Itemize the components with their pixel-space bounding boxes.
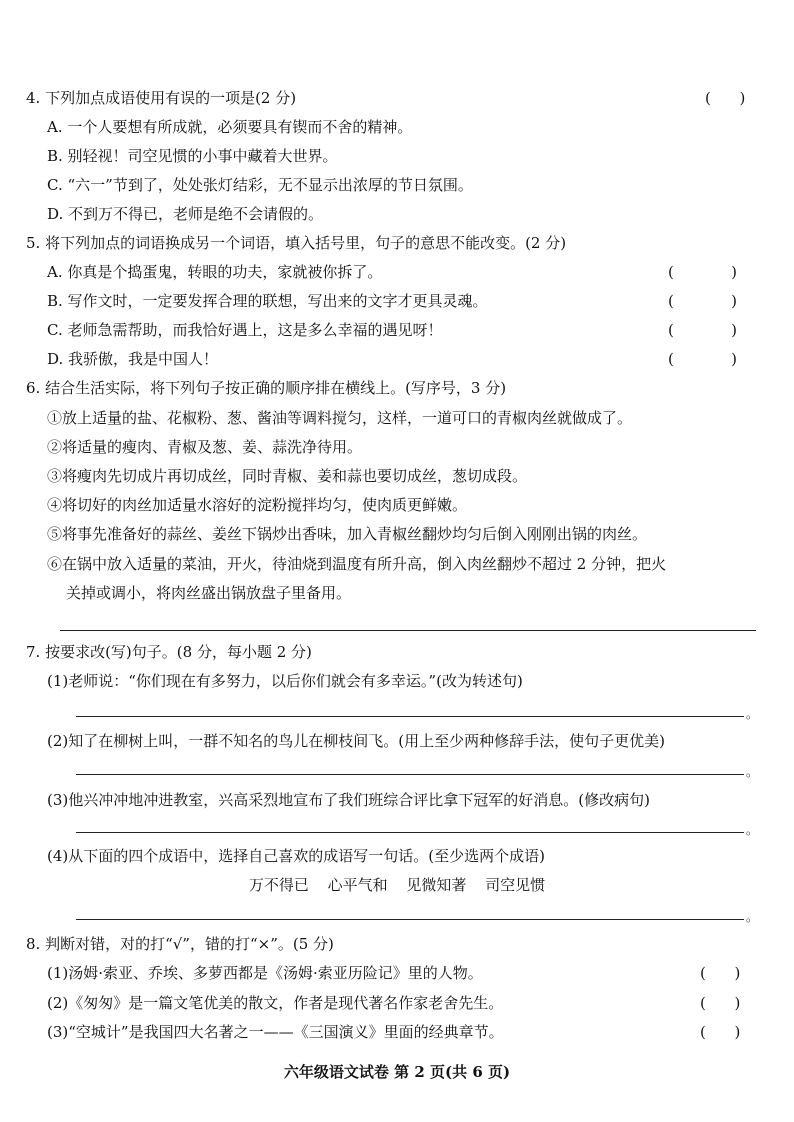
q5-paren-d[interactable]: ( ) — [668, 350, 737, 368]
page-footer: 六年级语文试卷 第 2 页(共 6 页) — [283, 1063, 511, 1081]
q8-paren-3[interactable]: ( ) — [700, 1023, 741, 1041]
q5-option-b: B. 写作文时，一定要发挥合理的联想，写出来的文字才更具灵魂。 — [47, 292, 488, 310]
q7-sub2-answer-line[interactable] — [76, 774, 744, 775]
q7-sub1-period: 。 — [746, 707, 759, 721]
q7-sub3-answer-line[interactable] — [76, 832, 744, 833]
q6-item-6-cont: 关掉或调小，将肉丝盛出锅放盘子里备用。 — [66, 584, 352, 602]
q6-item-1: ①放上适量的盐、花椒粉、葱、酱油等调料搅匀，这样，一道可口的青椒肉丝就做成了。 — [47, 409, 633, 427]
q8-item-3: (3)“空城计”是我国四大名著之一——《三国演义》里面的经典章节。 — [47, 1023, 504, 1041]
q8-paren-1[interactable]: ( ) — [700, 964, 741, 982]
q7-stem: 7. 按要求改(写)句子。(8 分，每小题 2 分) — [26, 643, 312, 661]
q5-stem: 5. 将下列加点的词语换成另一个词语，填入括号里，句子的意思不能改变。(2 分) — [26, 234, 567, 252]
q7-idiom-list: 万不得已 心平气和 见微知著 司空见惯 — [248, 876, 546, 894]
q5-paren-b[interactable]: ( ) — [668, 292, 737, 310]
q7-sub3: (3)他兴冲冲地冲进教室，兴高采烈地宣布了我们班综合评比拿下冠军的好消息。(修改病句) — [47, 791, 650, 809]
q7-sub4-answer-line[interactable] — [76, 919, 744, 920]
q4-option-b: B. 别轻视！司空见惯的小事中藏着大世界。 — [47, 147, 338, 165]
q7-sub1: (1)老师说：“你们现在有多努力，以后你们就会有多幸运。”(改为转述句) — [47, 672, 523, 690]
q6-stem: 6. 结合生活实际，将下列句子按正确的顺序排在横线上。(写序号，3 分) — [26, 379, 507, 397]
q4-option-d: D. 不到万不得已，老师是绝不会请假的。 — [47, 205, 324, 223]
q4-option-a: A. 一个人要想有所成就，必须要具有锲而不舍的精神。 — [47, 118, 413, 136]
q7-sub4: (4)从下面的四个成语中，选择自己喜欢的成语写一句话。(至少选两个成语) — [47, 847, 545, 865]
q6-answer-line[interactable] — [60, 630, 756, 631]
q5-option-d: D. 我骄傲，我是中国人！ — [47, 350, 219, 368]
q7-sub4-period: 。 — [746, 910, 759, 924]
q7-sub2-period: 。 — [746, 765, 759, 779]
q7-sub3-period: 。 — [746, 823, 759, 837]
q6-item-5: ⑤将事先准备好的蒜丝、姜丝下锅炒出香味，加入青椒丝翻炒均匀后倒入刚刚出锅的肉丝。 — [47, 525, 648, 543]
q5-paren-c[interactable]: ( ) — [668, 321, 737, 339]
q6-item-6: ⑥在锅中放入适量的菜油，开火，待油烧到温度有所升高，倒入肉丝翻炒不超过 2 分钟，把火 — [47, 555, 667, 573]
q7-sub2: (2)知了在柳树上叫，一群不知名的鸟儿在柳枝间飞。(用上至少两种修辞手法，使句子更优美) — [47, 732, 665, 750]
q8-item-2: (2)《匆匆》是一篇文笔优美的散文，作者是现代著名作家老舍先生。 — [47, 994, 504, 1012]
q8-stem: 8. 判断对错，对的打“√”，错的打“×”。(5 分) — [26, 935, 334, 953]
q6-item-3: ③将瘦肉先切成片再切成丝，同时青椒、姜和蒜也要切成丝，葱切成段。 — [47, 467, 528, 485]
q4-answer-paren[interactable]: ( ) — [705, 89, 746, 107]
q6-item-4: ④将切好的肉丝加适量水溶好的淀粉搅拌均匀，使肉质更鲜嫩。 — [47, 496, 468, 514]
q8-item-1: (1)汤姆·索亚、乔埃、多萝西都是《汤姆·索亚历险记》里的人物。 — [47, 964, 483, 982]
q5-option-a: A. 你真是个捣蛋鬼，转眼的功夫，家就被你拆了。 — [47, 263, 383, 281]
q7-sub1-answer-line[interactable] — [76, 716, 744, 717]
q5-paren-a[interactable]: ( ) — [668, 263, 737, 281]
q8-paren-2[interactable]: ( ) — [700, 994, 741, 1012]
q4-option-c: C. “六一”节到了，处处张灯结彩，无不显示出浓厚的节日氛围。 — [47, 176, 473, 194]
q6-item-2: ②将适量的瘦肉、青椒及葱、姜、蒜洗净待用。 — [47, 438, 363, 456]
q5-option-c: C. 老师急需帮助，而我恰好遇上，这是多么幸福的遇见呀！ — [47, 321, 443, 339]
q4-stem: 4. 下列加点成语使用有误的一项是(2 分) — [26, 89, 297, 107]
